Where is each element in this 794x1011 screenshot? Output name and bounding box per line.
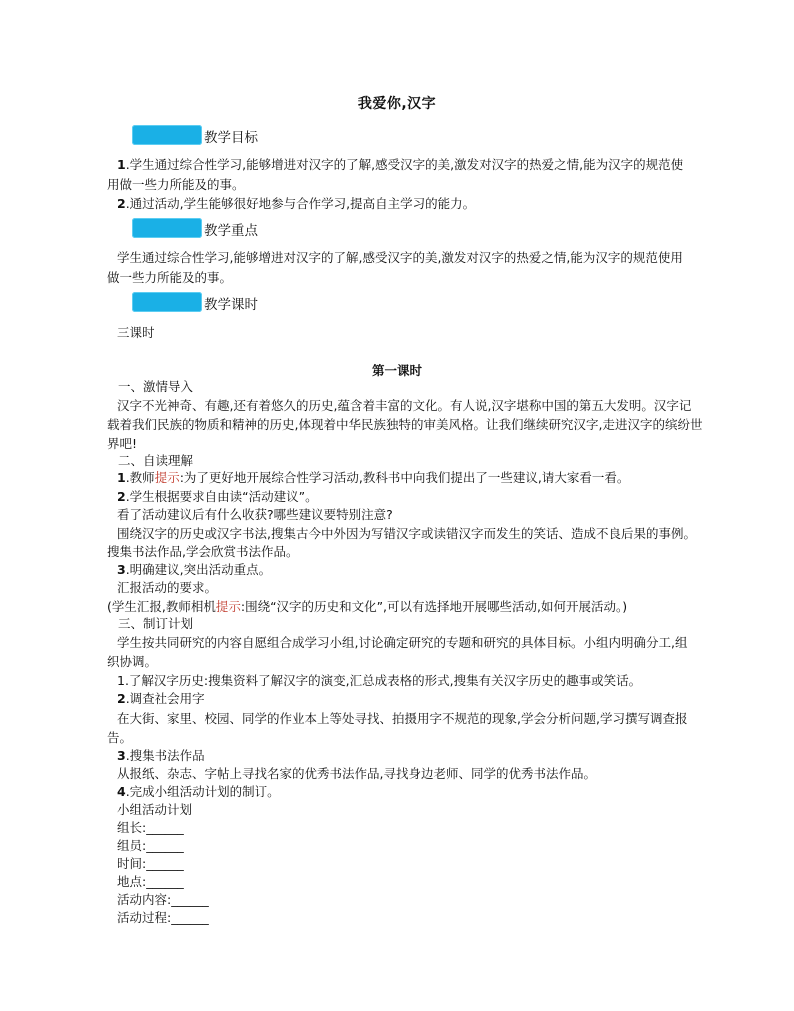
section-1-para-a: 汉字不光神奇、有趣,还有着悠久的历史,蕴含着丰富的文化。有人说,汉字堪称中国的第五大发明。汉字记	[117, 398, 692, 413]
section-3-item-2: 2.调查社会用字	[117, 691, 205, 706]
document-title: 我爱你,汉字	[357, 96, 437, 112]
goal-1-line-b: 用做一些力所能及的事。	[107, 177, 245, 192]
plan-field-leader: 组长:______	[117, 820, 184, 835]
section-2-para-a: 围绕汉字的历史或汉字书法,搜集古今中外因为写错汉字或读错汉字而发生的笑话、造成不良后果的事例。	[117, 526, 696, 541]
section-3-item-2-para-b: 告。	[107, 730, 133, 745]
section-2-report: 汇报活动的要求。	[117, 580, 218, 595]
heading-label: 教学课时	[204, 297, 258, 313]
heading-marker	[132, 218, 202, 238]
section-3-item-4: 4.完成小组活动计划的制订。	[117, 784, 280, 799]
focus-line-a: 学生通过综合性学习,能够增进对汉字的了解,感受汉字的美,激发对汉字的热爱之情,能为汉字的规范使用	[117, 250, 683, 265]
goal-2-line: 2.通过活动,学生能够很好地参与合作学习,提高自主学习的能力。	[117, 196, 476, 211]
heading-marker	[132, 292, 202, 312]
section-3-para-b: 织协调。	[107, 654, 158, 669]
section-3-title: 三、制订计划	[118, 616, 194, 631]
focus-line-b: 做一些力所能及的事。	[107, 270, 233, 285]
section-3-item-2-para-a: 在大街、家里、校园、同学的作业本上等处寻找、拍摄用字不规范的现象,学会分析问题,学习撰写调查报	[117, 711, 688, 726]
section-1-title: 一、激情导入	[118, 379, 194, 394]
section-3-item-1: 1.了解汉字历史:搜集资料了解汉字的演变,汇总成表格的形式,搜集有关汉字历史的趣事或笑话。	[117, 673, 642, 688]
section-3-para-a: 学生按共同研究的内容自愿组合成学习小组,讨论确定研究的专题和研究的具体目标。小组内明确分工,组	[117, 635, 688, 650]
section-1-para-c: 界吧!	[107, 436, 138, 451]
heading-label: 教学重点	[204, 223, 258, 239]
heading-marker	[132, 125, 202, 145]
plan-title: 小组活动计划	[117, 802, 193, 817]
plan-field-time: 时间:______	[117, 856, 184, 871]
section-2-title: 二、自读理解	[118, 453, 194, 468]
lesson-1-title: 第一课时	[371, 363, 422, 378]
section-2-para-b: 搜集书法作品,学会欣赏书法作品。	[107, 544, 299, 559]
section-2-item-3: 3.明确建议,突出活动重点。	[117, 562, 272, 577]
section-2-item-1: 1.教师提示:为了更好地开展综合性学习活动,教科书中向我们提出了一些建议,请大家看一看。	[117, 470, 630, 485]
plan-field-members: 组员:______	[117, 838, 184, 853]
plan-field-place: 地点:______	[117, 874, 184, 889]
section-2-question: 看了活动建议后有什么收获?哪些建议要特别注意?	[117, 507, 393, 522]
section-3-item-3: 3.搜集书法作品	[117, 748, 205, 763]
hint-highlight: 提示	[154, 470, 180, 485]
plan-field-content: 活动内容:______	[117, 892, 209, 907]
hint-highlight: 提示	[215, 599, 241, 614]
section-3-item-3-para: 从报纸、杂志、字帖上寻找名家的优秀书法作品,寻找身边老师、同学的优秀书法作品。	[117, 766, 596, 781]
periods-text: 三课时	[117, 325, 155, 340]
plan-field-process: 活动过程:______	[117, 910, 209, 925]
goal-1-line-a: 1.学生通过综合性学习,能够增进对汉字的了解,感受汉字的美,激发对汉字的热爱之情,能为汉字的规范使	[117, 157, 684, 172]
heading-label: 教学目标	[204, 130, 258, 146]
section-2-item-2: 2.学生根据要求自由读“活动建议”。	[117, 489, 318, 504]
section-2-note: (学生汇报,教师相机提示:围绕“汉字的历史和文化”,可以有选择地开展哪些活动,如何开展活动。)	[107, 599, 628, 614]
section-1-para-b: 载着我们民族的物质和精神的历史,体现着中华民族独特的审美风格。让我们继续研究汉字,走进汉字的缤纷世	[107, 417, 703, 432]
